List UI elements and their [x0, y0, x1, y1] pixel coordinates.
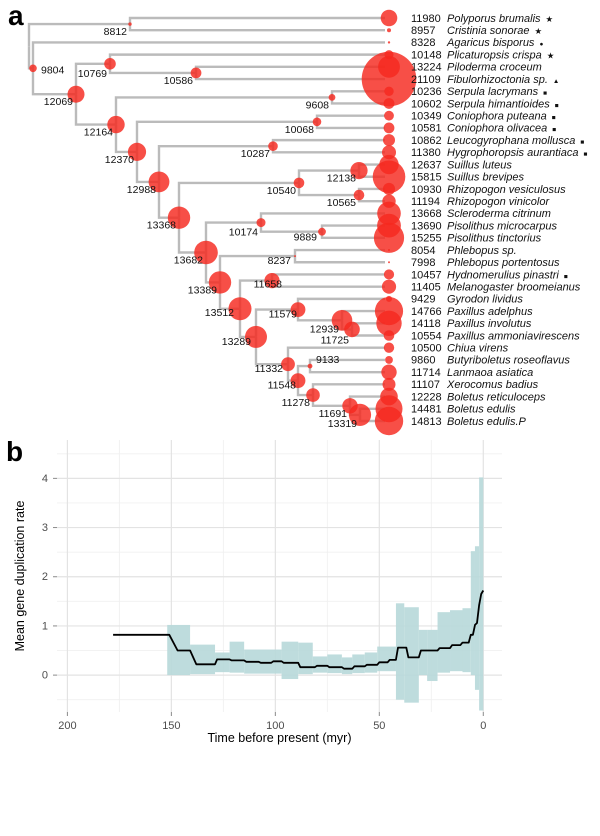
tip-label	[411, 13, 554, 25]
gene-count-bubble	[383, 134, 395, 146]
triangle-marker-icon: ▲	[552, 77, 560, 85]
square-marker-icon: ■	[563, 273, 568, 281]
tip-label	[411, 74, 559, 86]
tip-species-name: Boletus edulis.P	[447, 415, 526, 428]
square-marker-icon: ■	[552, 126, 557, 134]
tip-label	[411, 49, 555, 61]
branch	[261, 213, 385, 222]
tip-species-name: Phlebopus portentosus	[447, 257, 560, 270]
tip-species-name: Paxillus adelphus	[447, 305, 533, 318]
gene-count-bubble	[382, 194, 395, 207]
tip-label	[411, 159, 512, 171]
tip-label	[411, 86, 547, 98]
y-tick-label: 2	[41, 571, 48, 584]
tip-label	[411, 62, 542, 74]
tip-species-name: Rhizopogon vesiculosus	[447, 183, 566, 196]
tip-label	[411, 416, 527, 428]
branch	[317, 122, 385, 128]
gene-count-bubble	[386, 296, 392, 302]
node-label: 11548	[267, 379, 296, 392]
tip-gene-count: 14766	[411, 305, 442, 318]
tip-species-name: Boletus edulis	[447, 403, 516, 416]
tip-gene-count: 10554	[411, 330, 442, 343]
tip-species-name: Pisolithus tinctorius	[447, 232, 542, 245]
y-tick-labels	[42, 473, 48, 682]
tip-label	[411, 110, 556, 122]
node-label: 9608	[305, 99, 329, 112]
gene-count-bubble	[318, 228, 326, 236]
tip-gene-count: 10236	[411, 86, 442, 99]
square-marker-icon: ■	[543, 90, 548, 98]
tip-label	[411, 294, 523, 306]
tip-gene-count: 15815	[411, 171, 442, 184]
tip-label	[411, 208, 551, 220]
tip-label	[411, 147, 587, 159]
gene-count-bubble	[382, 280, 396, 294]
branch	[295, 250, 385, 256]
confidence-band-segment	[298, 643, 313, 674]
branch	[310, 366, 385, 372]
tip-gene-count: 11980	[411, 12, 441, 25]
tip-label	[411, 404, 516, 416]
confidence-band-segment	[404, 607, 419, 702]
tip-label	[411, 257, 560, 269]
tip-species-name: Piloderma croceum	[447, 61, 542, 74]
node-label: 9889	[293, 231, 317, 244]
tip-species-name: Lanmaoa asiatica	[447, 366, 534, 379]
tip-species-name: Leucogyrophana mollusca	[447, 134, 576, 147]
tip-species-name: Suillus brevipes	[447, 171, 525, 184]
gene-count-bubble	[382, 145, 396, 159]
confidence-band-segment	[342, 657, 352, 674]
confidence-band-segment	[377, 647, 396, 672]
tip-species-name: Cristinia sonorae	[447, 25, 530, 38]
tip-gene-count: 10930	[411, 183, 442, 196]
tip-gene-count: 13224	[411, 61, 442, 74]
x-tick-label: 200	[58, 720, 77, 732]
tip-labels	[411, 13, 587, 428]
tip-gene-count: 10500	[411, 342, 442, 355]
node-label: 11658	[253, 278, 282, 291]
node-label: 13368	[146, 219, 176, 232]
square-marker-icon: ■	[551, 114, 556, 122]
branch	[317, 116, 385, 122]
branch	[273, 146, 385, 152]
branch	[272, 274, 385, 280]
tip-gene-count: 10581	[411, 122, 442, 135]
panel-a-label: a	[8, 0, 24, 31]
gene-count-bubble	[383, 183, 395, 195]
node-label: 12164	[83, 126, 113, 139]
tip-species-name: Serpula lacrymans	[447, 86, 539, 99]
confidence-band-segment	[471, 551, 475, 675]
tip-label	[411, 98, 559, 110]
tip-species-name: Hydnomerulius pinastri	[447, 269, 559, 282]
confidence-band-segment	[365, 652, 377, 672]
gene-count-bubble	[385, 50, 394, 59]
branch	[273, 140, 385, 146]
node-label: 13512	[204, 306, 234, 319]
tip-label	[411, 135, 584, 147]
tip-species-name: Scleroderma citrinum	[447, 208, 551, 221]
star-marker-icon: ★	[534, 26, 543, 37]
tip-label	[411, 37, 543, 49]
gene-count-bubble	[294, 255, 296, 257]
gene-count-bubble	[388, 41, 390, 43]
confidence-band-segment	[282, 642, 299, 679]
confidence-band-segment	[427, 630, 437, 681]
tip-species-name: Chiua virens	[447, 342, 509, 355]
node-label: 12069	[43, 96, 73, 109]
tip-gene-count: 14118	[411, 318, 441, 331]
tip-gene-count: 11405	[411, 281, 441, 294]
y-axis-title: Mean gene duplication rate	[13, 500, 27, 652]
star-marker-icon: ★	[546, 50, 555, 61]
branch	[196, 73, 385, 79]
star-marker-icon: ★	[545, 13, 554, 24]
tip-label	[411, 269, 568, 281]
node-label: 10287	[240, 148, 270, 161]
tip-species-name: Butyriboletus roseoflavus	[447, 354, 570, 367]
tip-species-name: Boletus reticuloceps	[447, 391, 546, 404]
tip-species-name: Plicaturopsis crispa	[447, 49, 542, 62]
branch	[196, 67, 385, 73]
confidence-band-segment	[327, 654, 342, 673]
branch	[295, 256, 385, 262]
node-label: 9804	[41, 64, 65, 77]
tip-gene-count: 9860	[411, 354, 436, 367]
node-label: 10068	[284, 123, 314, 136]
node-label: 13319	[327, 417, 357, 430]
node-label: 11579	[268, 308, 297, 321]
node-label: 11725	[320, 334, 349, 347]
tip-label	[411, 367, 533, 379]
tip-gene-count: 11714	[411, 366, 441, 379]
tip-species-name: Serpula himantioides	[447, 98, 550, 111]
tip-species-name: Xerocomus badius	[447, 379, 539, 392]
gene-count-bubble	[329, 94, 336, 101]
node-label: 10565	[326, 197, 356, 210]
y-tick-label: 1	[41, 620, 48, 633]
tip-label	[411, 220, 558, 232]
branch	[130, 24, 385, 30]
node-label: 10769	[77, 67, 107, 80]
tip-label	[411, 25, 543, 37]
gene-count-bubble	[384, 123, 395, 134]
y-tick-label: 3	[41, 522, 48, 535]
tip-species-name: Coniophora puteana	[447, 110, 547, 123]
tip-species-name: Paxillus involutus	[447, 318, 532, 331]
confidence-band-segment	[230, 642, 245, 673]
confidence-band-segment	[352, 654, 364, 673]
gene-count-bubble	[385, 356, 393, 364]
tip-gene-count: 10148	[411, 49, 442, 62]
tip-species-name: Hygrophoropsis aurantiaca	[447, 147, 579, 160]
tip-species-name: Pisolithus microcarpus	[447, 220, 558, 233]
gene-count-bubble	[384, 87, 393, 96]
x-axis-title: Time before present (myr)	[207, 731, 352, 745]
tip-species-name: Rhizopogon vinicolor	[447, 195, 550, 208]
tip-species-name: Suillus luteus	[447, 159, 512, 172]
x-tick-label: 0	[480, 720, 487, 732]
gene-count-bubble	[384, 269, 394, 279]
confidence-band-segment	[313, 656, 328, 672]
gene-count-bubble	[384, 111, 394, 121]
tip-gene-count: 13690	[411, 220, 442, 233]
gene-count-bubble	[384, 343, 394, 353]
tip-label	[411, 306, 533, 318]
tip-gene-count: 11380	[411, 147, 441, 160]
tip-gene-count: 13668	[411, 208, 442, 221]
node-label: 9133	[316, 354, 340, 367]
node-label: 8812	[103, 26, 127, 39]
tip-gene-count: 10862	[411, 134, 442, 147]
tip-label	[411, 391, 546, 403]
tip-species-name: Gyrodon lividus	[447, 293, 523, 306]
node-label: 12370	[104, 153, 134, 166]
gene-count-bubble	[388, 249, 390, 251]
confidence-band-segment	[450, 610, 462, 671]
node-label: 13682	[173, 254, 203, 267]
gene-count-bubble	[388, 261, 390, 263]
tip-species-name: Agaricus bisporus	[447, 37, 535, 50]
node-label: 13289	[221, 335, 251, 348]
tip-gene-count: 12637	[411, 159, 442, 172]
tip-label	[411, 123, 556, 135]
square-marker-icon: ■	[580, 138, 585, 146]
branch	[110, 64, 196, 73]
branch	[313, 384, 385, 395]
node-label: 11332	[254, 363, 283, 376]
node-label: 10586	[163, 74, 193, 87]
tip-gene-count: 8957	[411, 25, 436, 38]
branch	[322, 226, 385, 232]
tip-gene-count: 10602	[411, 98, 442, 111]
node-label: 8237	[267, 255, 291, 268]
y-tick-label: 0	[41, 669, 48, 682]
tip-label	[411, 379, 539, 391]
gene-count-bubble	[281, 357, 295, 371]
node-label: 12939	[309, 323, 339, 336]
confidence-band-segment	[215, 652, 230, 672]
node-label: 12988	[126, 183, 156, 196]
tip-gene-count: 8328	[411, 37, 436, 50]
tip-label	[411, 281, 581, 293]
dot-marker-icon: ●	[539, 41, 544, 49]
tip-species-name: Melanogaster broomeianus	[447, 281, 581, 294]
gene-count-bubble	[387, 28, 391, 32]
tip-gene-count: 9429	[411, 293, 436, 306]
tip-species-name: Phlebopus sp.	[447, 244, 517, 257]
tip-gene-count: 10457	[411, 269, 442, 282]
node-label: 10174	[228, 226, 258, 239]
tip-species-name: Coniophora olivacea	[447, 122, 548, 135]
node-label: 11278	[281, 397, 310, 410]
tip-label	[411, 233, 542, 245]
tip-species-name: Polyporus brumalis	[447, 12, 541, 25]
tip-gene-count: 8054	[411, 244, 436, 257]
tip-gene-count: 14813	[411, 415, 442, 428]
panel-b-label: b	[6, 436, 24, 467]
gene-count-bubble	[384, 98, 395, 109]
gene-count-bubble	[29, 65, 37, 73]
gene-count-bubble	[384, 330, 395, 341]
tip-species-name: Fibulorhizoctonia sp.	[447, 73, 548, 86]
tip-gene-count: 11107	[411, 379, 440, 392]
tip-gene-count: 14481	[411, 403, 442, 416]
node-label: 13389	[187, 284, 217, 297]
gene-count-bubble	[383, 378, 396, 391]
branch	[272, 281, 385, 287]
gene-count-bubble	[381, 364, 396, 379]
tip-label	[411, 245, 517, 257]
gene-count-bubble	[308, 364, 313, 369]
gene-count-bubble	[381, 10, 398, 27]
x-tick-label: 50	[373, 720, 386, 732]
node-label: 11691	[318, 407, 347, 420]
tip-label	[411, 355, 570, 367]
y-tick-label: 4	[41, 472, 48, 485]
tip-species-name: Paxillus ammoniavirescens	[447, 330, 580, 343]
gene-count-bubble	[378, 56, 400, 78]
tip-label	[411, 196, 550, 208]
tip-label	[411, 184, 566, 196]
node-label: 12138	[326, 172, 356, 185]
x-tick-label: 100	[266, 720, 285, 732]
tip-gene-count: 15255	[411, 232, 442, 245]
tip-gene-count: 11194	[411, 195, 440, 208]
square-marker-icon: ■	[583, 151, 588, 159]
confidence-band-segment	[438, 612, 450, 672]
gene-duplication-rate-chart	[0, 436, 600, 836]
tip-label	[411, 343, 509, 355]
node-label: 10540	[266, 184, 296, 197]
gene-count-bubble	[128, 22, 131, 25]
square-marker-icon: ■	[554, 102, 559, 110]
tip-gene-count: 7998	[411, 257, 436, 270]
branch	[116, 97, 332, 124]
tip-label	[411, 172, 525, 184]
tip-gene-count: 12228	[411, 391, 442, 404]
branch	[261, 223, 322, 232]
tip-gene-count: 21109	[411, 73, 441, 86]
tip-gene-count: 10349	[411, 110, 442, 123]
branch	[130, 18, 385, 24]
x-tick-label: 150	[162, 720, 181, 732]
tip-label	[411, 330, 580, 342]
branch	[299, 183, 359, 195]
branch	[110, 55, 385, 64]
branch	[298, 299, 385, 310]
tip-label	[411, 318, 532, 330]
